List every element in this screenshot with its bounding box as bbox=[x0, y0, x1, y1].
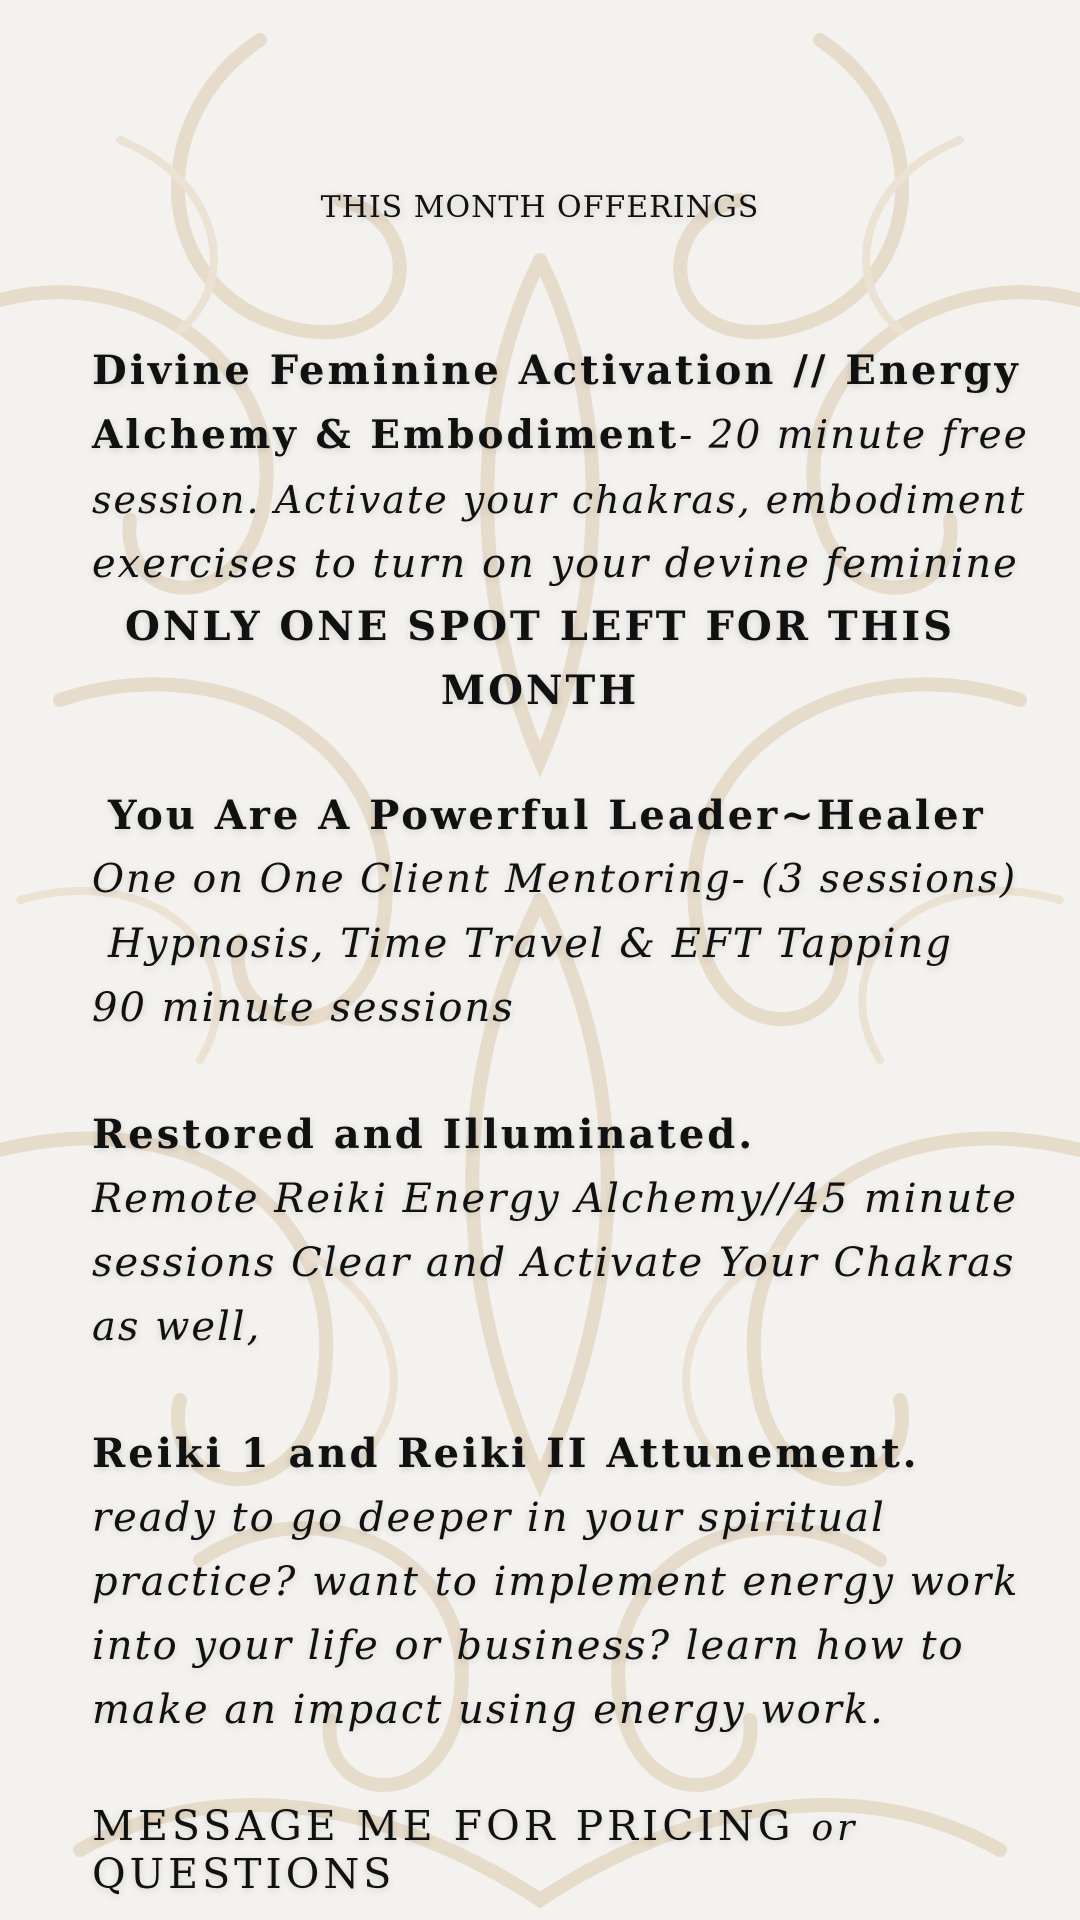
offering-desc-line: exercises to turn on your devine feminine bbox=[92, 541, 1019, 587]
offering-title: Reiki 1 and Reiki II Attunement. bbox=[92, 1430, 920, 1477]
offering-desc-part: - 20 minute free bbox=[679, 413, 1029, 458]
offering-desc-line: into your life or business? learn how to bbox=[92, 1623, 965, 1669]
offering-desc-line: sessions Clear and Activate Your Chakras bbox=[92, 1240, 1016, 1286]
cta-text: QUESTIONS bbox=[92, 1850, 396, 1898]
offering-desc-line: practice? want to implement energy work bbox=[92, 1559, 1020, 1605]
offering-title-line: Divine Feminine Activation // Energy bbox=[92, 347, 1021, 394]
offering-leader-healer bbox=[92, 784, 1032, 1040]
offering-title: Restored and Illuminated. bbox=[92, 1111, 756, 1158]
availability-notice bbox=[0, 595, 1080, 723]
offering-desc-line: session. Activate your chakras, embodiment bbox=[92, 478, 1027, 522]
offering-desc-line: Remote Reiki Energy Alchemy//45 minute bbox=[92, 1176, 1018, 1222]
offering-desc-line: 90 minute sessions bbox=[92, 985, 515, 1031]
offering-title: You Are A Powerful Leader~Healer bbox=[108, 792, 986, 839]
offering-desc-line: as well, bbox=[92, 1304, 262, 1350]
cta-connector: or bbox=[811, 1808, 859, 1849]
offering-desc-line: Hypnosis, Time Travel & EFT Tapping bbox=[108, 921, 953, 967]
offering-divine-feminine bbox=[92, 339, 1032, 596]
offering-desc-line: ready to go deeper in your spiritual bbox=[92, 1495, 886, 1541]
contact-call-to-action bbox=[92, 1802, 1032, 1898]
offering-title-line bbox=[92, 403, 1032, 468]
offering-restored-illuminated bbox=[92, 1103, 1032, 1359]
offering-desc-line: make an impact using energy work. bbox=[92, 1687, 885, 1733]
offering-desc-line: One on One Client Mentoring- (3 sessions) bbox=[92, 857, 1018, 902]
notice-line: ONLY ONE SPOT LEFT FOR THIS bbox=[124, 603, 956, 650]
offering-title-part: Alchemy & Embodiment bbox=[92, 412, 680, 458]
cta-text: MESSAGE ME FOR PRICING bbox=[92, 1802, 812, 1850]
page-title: THIS MONTH OFFERINGS bbox=[320, 190, 760, 226]
offering-reiki-attunement bbox=[92, 1422, 1032, 1742]
notice-line: MONTH bbox=[440, 667, 640, 714]
